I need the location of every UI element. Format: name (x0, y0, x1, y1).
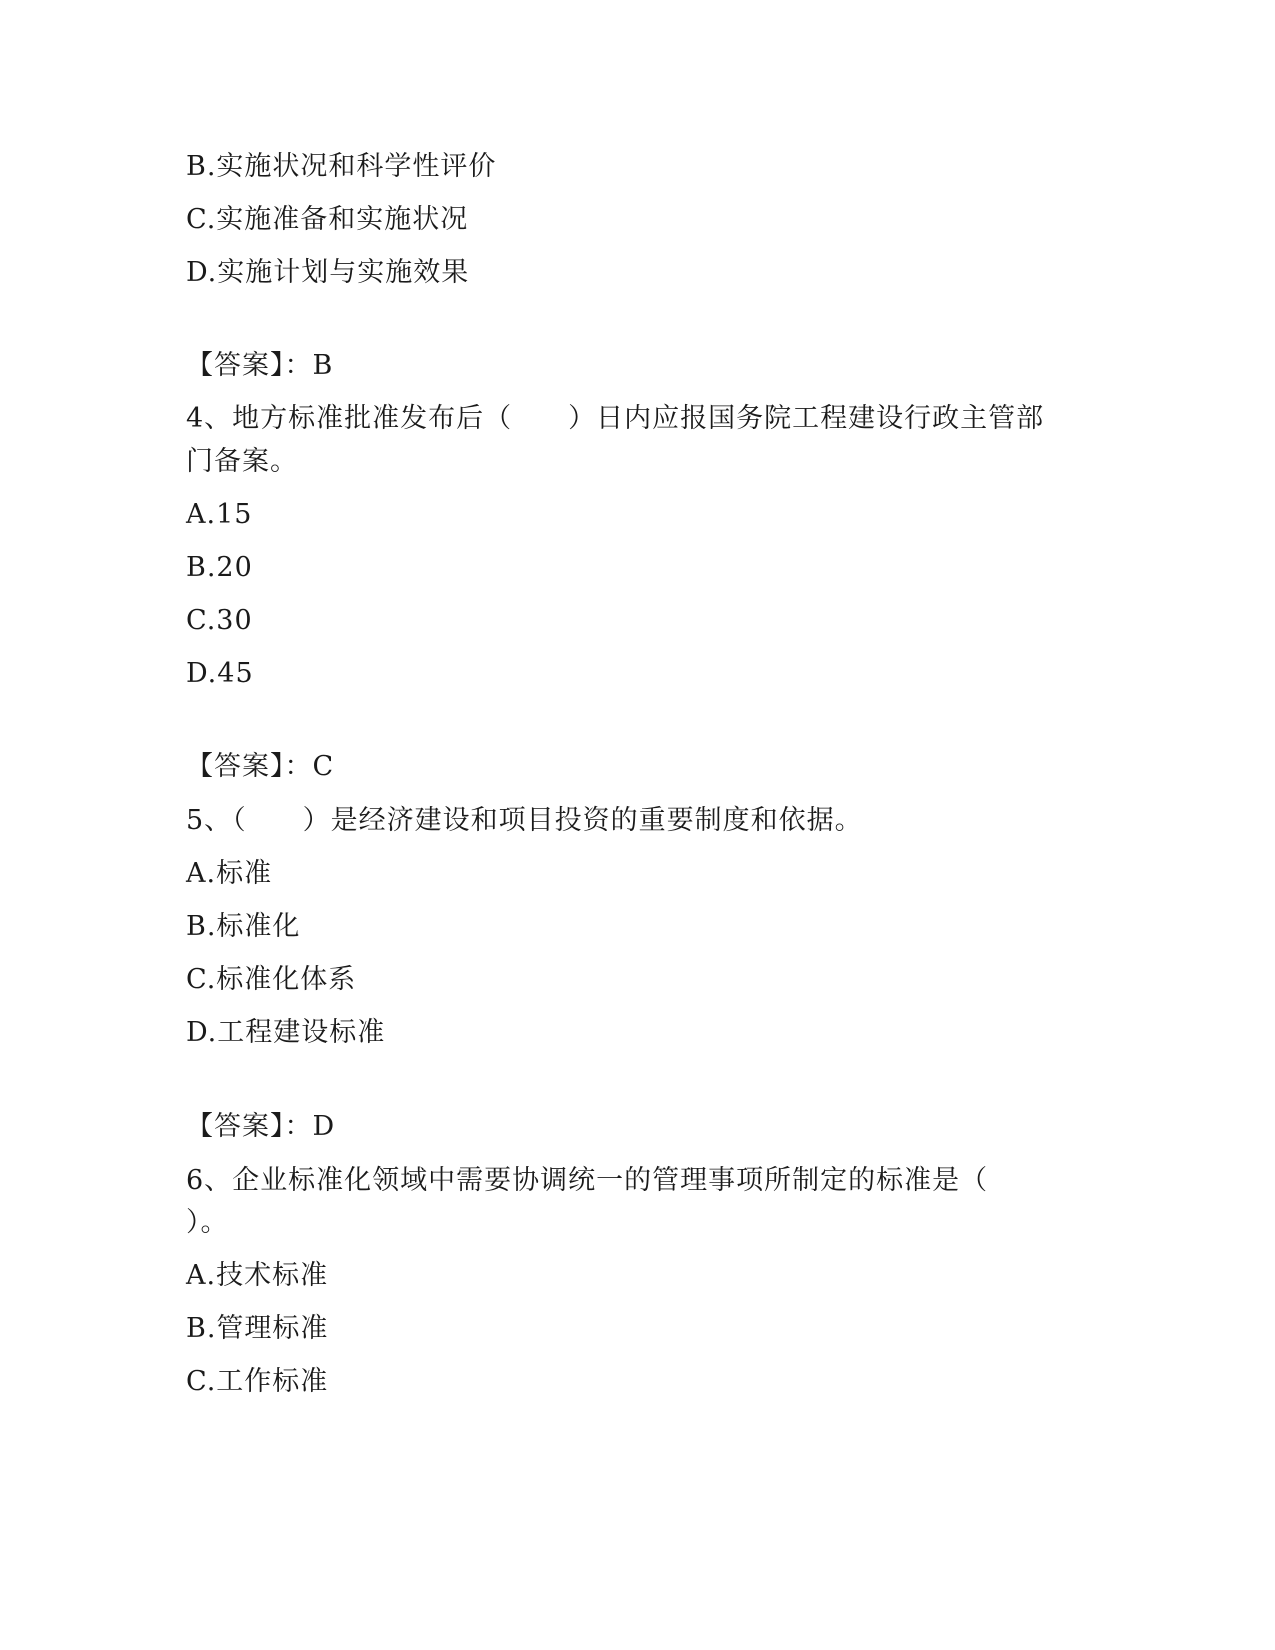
option-c: C.30 (186, 605, 253, 636)
option-b: B.标准化 (186, 911, 301, 942)
answer-label: 【答案】：B (186, 350, 334, 381)
option-c: C.实施准备和实施状况 (186, 204, 469, 235)
option-b: B.实施状况和科学性评价 (186, 151, 497, 182)
option-c: C.标准化体系 (186, 964, 357, 995)
option-d: D.实施计划与实施效果 (186, 257, 470, 288)
option-d: D.45 (186, 658, 254, 689)
option-c: C.工作标准 (186, 1366, 329, 1397)
option-a: A.技术标准 (186, 1260, 329, 1291)
option-b: B.管理标准 (186, 1313, 329, 1344)
answer-label: 【答案】：C (186, 751, 335, 782)
option-a: A.15 (186, 499, 253, 530)
option-b: B.20 (186, 552, 253, 583)
answer-label: 【答案】：D (186, 1111, 336, 1142)
question-6-stem-cont: ）。 (186, 1207, 229, 1238)
question-6-stem: 6、企业标准化领域中需要协调统一的管理事项所制定的标准是（ (186, 1165, 989, 1196)
question-5-stem: 5、（ ）是经济建设和项目投资的重要制度和依据。 (186, 805, 863, 836)
question-4-stem: 4、地方标准批准发布后（ ）日内应报国务院工程建设行政主管部 (186, 403, 1045, 434)
option-a: A.标准 (186, 858, 273, 889)
option-d: D.工程建设标准 (186, 1017, 386, 1048)
question-4-stem-cont: 门备案。 (186, 446, 298, 477)
